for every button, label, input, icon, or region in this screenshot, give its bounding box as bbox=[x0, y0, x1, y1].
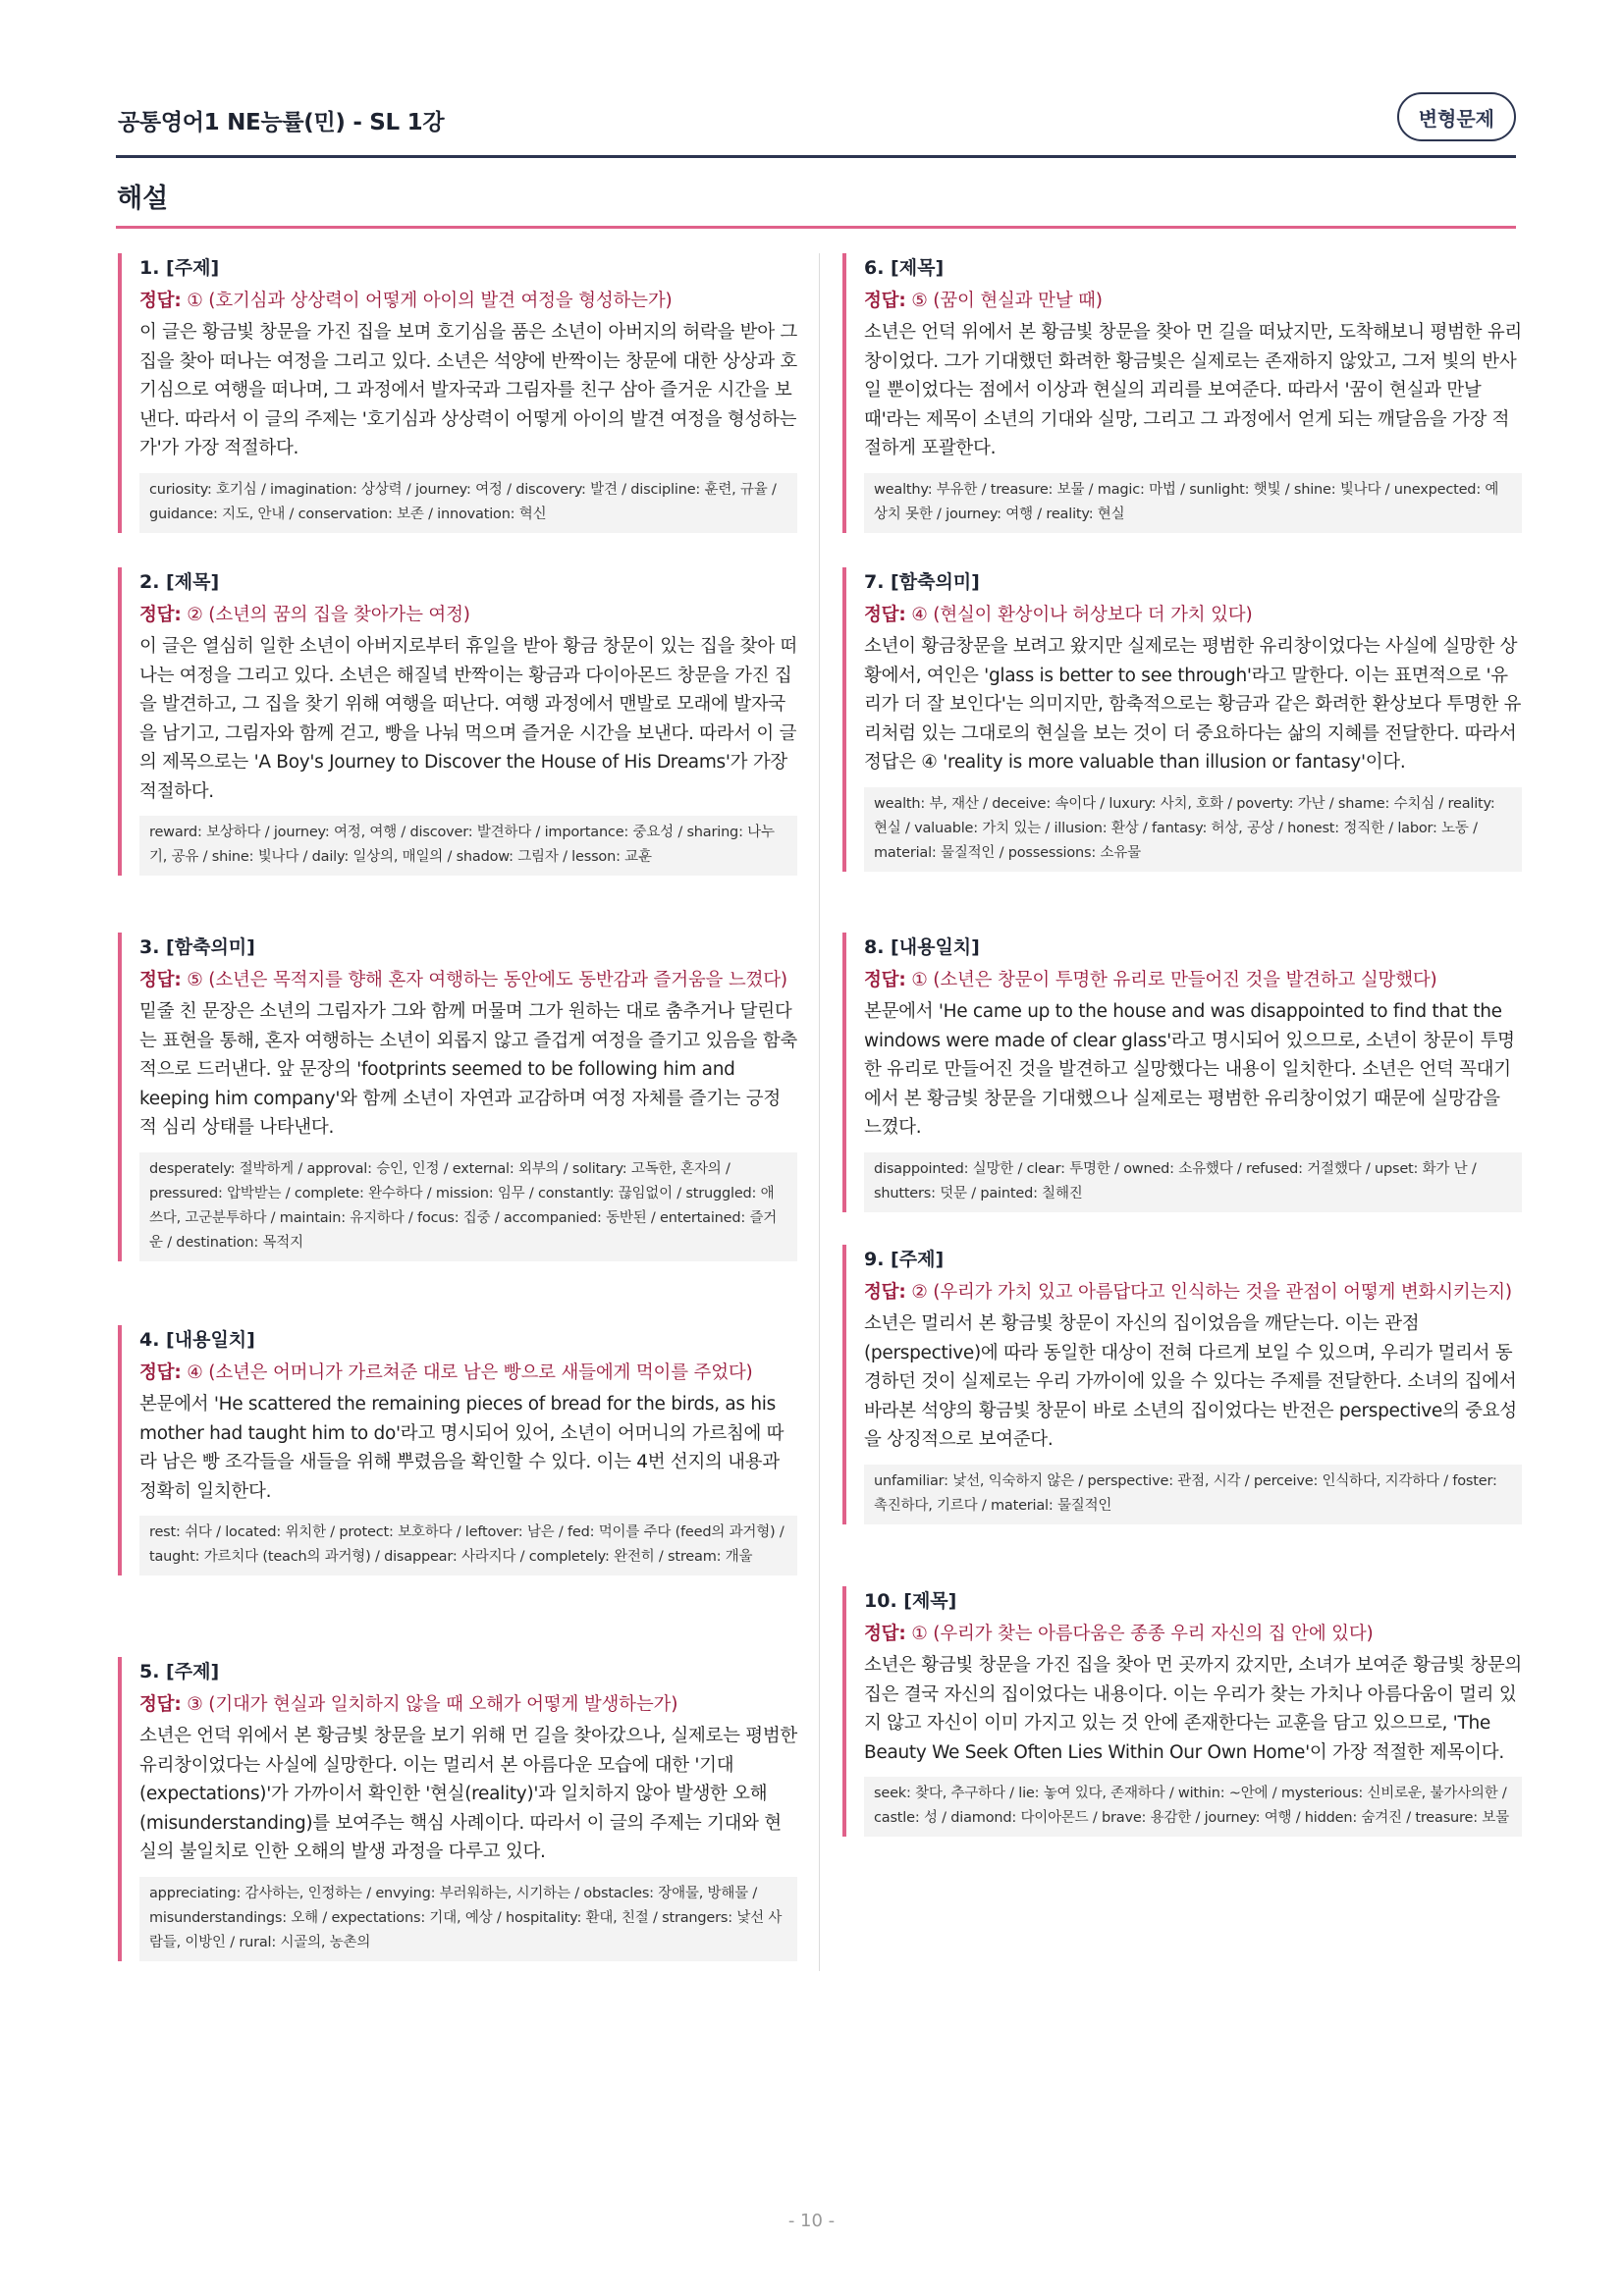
question-heading: 2. [제목] bbox=[139, 571, 220, 593]
vocabulary-box: desperately: 절박하게 / approval: 승인, 인정 / external: 외부의 / solitary: 고독한, 혼자의 / pressured: 압박받는 / complete: 완수하다 / mission: 임무 / constantly: 끊임없이 / struggled: 애쓰다, 고군분투하다 / maintain: 유지하다 / focus: 집중 / accompanied: 동반된 / entertained: 즐거운 / destination: 목적지 bbox=[139, 1152, 797, 1261]
question-explanation-6 bbox=[842, 253, 1522, 533]
answer-label: 정답: bbox=[864, 970, 906, 990]
question-heading: 7. [함축의미] bbox=[864, 571, 980, 593]
answer-line bbox=[139, 1358, 797, 1388]
question-explanation-2 bbox=[118, 567, 797, 876]
question-explanation-1 bbox=[118, 253, 797, 533]
header-divider bbox=[116, 155, 1516, 158]
question-explanation-4 bbox=[118, 1325, 797, 1575]
vocabulary-box: unfamiliar: 낯선, 익숙하지 않은 / perspective: 관점, 시각 / perceive: 인식하다, 지각하다 / foster: 촉진하다, 기르다 / material: 물질적인 bbox=[864, 1465, 1522, 1524]
answer-label: 정답: bbox=[864, 1624, 906, 1644]
section-divider bbox=[116, 226, 1516, 229]
explanation-text: 소년은 황금빛 창문을 가진 집을 찾아 먼 곳까지 갔지만, 소녀가 보여준 황금빛 창문의 집은 결국 자신의 집이었다는 내용이다. 이는 우리가 찾는 가치나 아름다움이 멀리 있지 않고 자신이 이미 가지고 있는 것 안에 존재한다는 교훈을 담고 있으므로, 'The Beauty We Seek Often Lies Within Our Own Home'이 가장 적절한 제목이다. bbox=[864, 1655, 1522, 1763]
question-heading: 4. [내용일치] bbox=[139, 1329, 255, 1351]
vocabulary-box: seek: 찾다, 추구하다 / lie: 놓여 있다, 존재하다 / within: ~안에 / mysterious: 신비로운, 불가사의한 / castle: 성 / diamond: 다이아몬드 / brave: 용감한 / journey: 여행 / hidden: 숨겨진 / treasure: 보물 bbox=[864, 1777, 1522, 1837]
vocabulary-box: curiosity: 호기심 / imagination: 상상력 / journey: 여정 / discovery: 발견 / discipline: 훈련, 규율 / guidance: 지도, 안내 / conservation: 보존 / innovation: 혁신 bbox=[139, 473, 797, 533]
section-title: 해설 bbox=[117, 184, 169, 214]
question-explanation-5 bbox=[118, 1657, 797, 1961]
page-header bbox=[116, 92, 1516, 143]
explanation-text: 소년은 언덕 위에서 본 황금빛 창문을 보기 위해 먼 길을 찾아갔으나, 실제로는 평범한 유리창이었다는 사실에 실망한다. 이는 멀리서 본 아름다운 모습에 대한 '기대(expectations)'가 가까이서 확인한 '현실(reality)'과 일치하지 않아 발생한 오해(misunderstanding)를 보여주는 핵심 사례이다. 따라서 이 글의 주제는 기대와 현실의 불일치로 인한 오해의 발생 과정을 다루고 있다. bbox=[139, 1726, 797, 1862]
answer-line bbox=[864, 965, 1522, 995]
vocabulary-box: rest: 쉬다 / located: 위치한 / protect: 보호하다 / leftover: 남은 / fed: 먹이를 주다 (feed의 과거형) / taught: 가르치다 (teach의 과거형) / disappear: 사라지다 / completely: 완전히 / stream: 개울 bbox=[139, 1516, 797, 1575]
answer-line bbox=[864, 286, 1522, 316]
explanation-text: 본문에서 'He scattered the remaining pieces of bread for the birds, as his mother had taught him to do'라고 명시되어 있어, 소년이 어머니의 가르침에 따라 남은 빵 조각들을 새들을 위해 뿌렸음을 확인할 수 있다. 이는 4번 선지의 내용과 정확히 일치한다. bbox=[139, 1394, 784, 1502]
column-divider bbox=[819, 253, 820, 1971]
answer-line bbox=[139, 286, 797, 316]
explanation-text: 이 글은 황금빛 창문을 가진 집을 보며 호기심을 품은 소년이 아버지의 허락을 받아 그 집을 찾아 떠나는 여정을 그리고 있다. 소년은 석양에 반짝이는 창문에 대한 상상과 호기심으로 여행을 떠나며, 그 과정에서 발자국과 그림자를 친구 삼아 즐거운 시간을 보낸다. 따라서 이 글의 주제는 '호기심과 상상력이 어떻게 아이의 발견 여정을 형성하는가'가 가장 적절하다. bbox=[139, 322, 797, 458]
explanation-text: 소년은 멀리서 본 황금빛 창문이 자신의 집이었음을 깨닫는다. 이는 관점(perspective)에 따라 동일한 대상이 전혀 다르게 보일 수 있으며, 우리가 멀리서 동경하던 것이 실제로는 우리 가까이에 있을 수 있다는 주제를 전달한다. 소녀의 집에서 바라본 석양의 황금빛 창문이 바로 소년의 집이었다는 반전은 perspective의 중요성을 상징적으로 보여준다. bbox=[864, 1313, 1517, 1450]
vocabulary-box: reward: 보상하다 / journey: 여정, 여행 / discover: 발견하다 / importance: 중요성 / sharing: 나누기, 공유 / shine: 빛나다 / daily: 일상의, 매일의 / shadow: 그림자 / lesson: 교훈 bbox=[139, 816, 797, 876]
explanation-text: 소년이 황금창문을 보려고 왔지만 실제로는 평범한 유리창이었다는 사실에 실망한 상황에서, 여인은 'glass is better to see through'라고 말한다. 이는 표면적으로 '유리가 더 잘 보인다'는 의미지만, 함축적으로는 황금과 같은 화려한 환상보다 투명한 유리처럼 있는 그대로의 현실을 보는 것이 더 중요하다는 삶의 지혜를 전달한다. 따라서 정답은 ④ 'reality is more valuable than illusion or fantasy'이다. bbox=[864, 636, 1522, 773]
answer-text: ③ (기대가 현실과 일치하지 않을 때 오해가 어떻게 발생하는가) bbox=[187, 1694, 678, 1715]
question-heading: 5. [주제] bbox=[139, 1661, 220, 1682]
question-heading: 10. [제목] bbox=[864, 1590, 957, 1612]
document-title: 공통영어1 NE능률(민) - SL 1강 bbox=[118, 110, 445, 135]
answer-line bbox=[864, 600, 1522, 630]
answer-text: ② (소년의 꿈의 집을 찾아가는 여정) bbox=[187, 605, 470, 625]
answer-line bbox=[864, 1277, 1522, 1308]
question-explanation-7 bbox=[842, 567, 1522, 872]
answer-label: 정답: bbox=[864, 605, 906, 625]
answer-text: ④ (현실이 환상이나 허상보다 더 가치 있다) bbox=[911, 605, 1253, 625]
explanation-text: 이 글은 열심히 일한 소년이 아버지로부터 휴일을 받아 황금 창문이 있는 집을 찾아 떠나는 여정을 그리고 있다. 소년은 해질녘 반짝이는 황금과 다이아몬드 창문을 가진 집을 발견하고, 그 집을 찾기 위해 여행을 떠난다. 여행 과정에서 맨발로 모래에 발자국을 남기고, 그림자와 함께 걷고, 빵을 나눠 먹으며 즐거운 시간을 보낸다. 따라서 이 글의 제목으로는 'A Boy's Journey to Discover the House of His Dreams'가 가장 적절하다. bbox=[139, 636, 797, 802]
answer-text: ② (우리가 가치 있고 아름답다고 인식하는 것을 관점이 어떻게 변화시키는지) bbox=[911, 1282, 1512, 1303]
explanation-text: 밑줄 친 문장은 소년의 그림자가 그와 함께 머물며 그가 원하는 대로 춤추거나 달린다는 표현을 통해, 혼자 여행하는 소년이 외롭지 않고 즐겁게 여정을 즐기고 있음을 함축적으로 드러낸다. 앞 문장의 'footprints seemed to be following him and keeping him company'와 함께 소년이 자연과 교감하며 여정 자체를 즐기는 긍정적 심리 상태를 나타낸다. bbox=[139, 1001, 797, 1138]
answer-label: 정답: bbox=[139, 291, 182, 311]
answer-text: ⑤ (꿈이 현실과 만날 때) bbox=[911, 291, 1103, 311]
question-explanation-3 bbox=[118, 933, 797, 1261]
question-explanation-8 bbox=[842, 933, 1522, 1212]
answer-line bbox=[864, 1619, 1522, 1649]
answer-label: 정답: bbox=[864, 1282, 906, 1303]
answer-text: ① (호기심과 상상력이 어떻게 아이의 발견 여정을 형성하는가) bbox=[187, 291, 673, 311]
question-heading: 3. [함축의미] bbox=[139, 936, 255, 958]
answer-line bbox=[139, 1689, 797, 1720]
explanation-text: 소년은 언덕 위에서 본 황금빛 창문을 찾아 먼 길을 떠났지만, 도착해보니 평범한 유리창이었다. 그가 기대했던 화려한 황금빛은 실제로는 존재하지 않았고, 그저 빛의 반사일 뿐이었다는 점에서 이상과 현실의 괴리를 보여준다. 따라서 '꿈이 현실과 만날 때'라는 제목이 소년의 기대와 실망, 그리고 그 과정에서 얻게 되는 깨달음을 가장 적절하게 포괄한다. bbox=[864, 322, 1522, 458]
question-heading: 6. [제목] bbox=[864, 257, 945, 279]
vocabulary-box: wealthy: 부유한 / treasure: 보물 / magic: 마법 / sunlight: 햇빛 / shine: 빛나다 / unexpected: 예상치 못한 / journey: 여행 / reality: 현실 bbox=[864, 473, 1522, 533]
answer-label: 정답: bbox=[139, 1694, 182, 1715]
question-heading: 1. [주제] bbox=[139, 257, 220, 279]
answer-text: ④ (소년은 어머니가 가르쳐준 대로 남은 빵으로 새들에게 먹이를 주었다) bbox=[187, 1362, 753, 1383]
vocabulary-box: wealth: 부, 재산 / deceive: 속이다 / luxury: 사치, 호화 / poverty: 가난 / shame: 수치심 / reality: 현실 / valuable: 가치 있는 / illusion: 환상 / fantasy: 허상, 공상 / honest: 정직한 / labor: 노동 / material: 물질적인 / possessions: 소유물 bbox=[864, 787, 1522, 872]
vocabulary-box: appreciating: 감사하는, 인정하는 / envying: 부러워하는, 시기하는 / obstacles: 장애물, 방해물 / misunderstandings: 오해 / expectations: 기대, 예상 / hospitality: 환대, 친절 / strangers: 낯선 사람들, 이방인 / rural: 시골의, 농촌의 bbox=[139, 1877, 797, 1961]
answer-label: 정답: bbox=[139, 970, 182, 990]
answer-text: ① (우리가 찾는 아름다움은 종종 우리 자신의 집 안에 있다) bbox=[911, 1624, 1374, 1644]
answer-label: 정답: bbox=[139, 1362, 182, 1383]
answer-label: 정답: bbox=[139, 605, 182, 625]
vocabulary-box: disappointed: 실망한 / clear: 투명한 / owned: 소유했다 / refused: 거절했다 / upset: 화가 난 / shutters: 덧문 / painted: 칠해진 bbox=[864, 1152, 1522, 1212]
explanation-text: 본문에서 'He came up to the house and was disappointed to find that the windows were made of clear glass'라고 명시되어 있으므로, 소년이 창문이 투명한 유리로 만들어진 것을 발견하고 실망했다는 내용이 일치한다. 소년은 언덕 꼭대기에서 본 황금빛 창문을 기대했으나 실제로는 평범한 유리창이었기 때문에 실망감을 느꼈다. bbox=[864, 1001, 1515, 1138]
question-explanation-9 bbox=[842, 1245, 1522, 1524]
answer-text: ① (소년은 창문이 투명한 유리로 만들어진 것을 발견하고 실망했다) bbox=[911, 970, 1437, 990]
question-heading: 8. [내용일치] bbox=[864, 936, 980, 958]
variant-badge: 변형문제 bbox=[1397, 92, 1516, 141]
question-explanation-10 bbox=[842, 1586, 1522, 1837]
page-number: - 10 - bbox=[787, 2211, 836, 2231]
answer-text: ⑤ (소년은 목적지를 향해 혼자 여행하는 동안에도 동반감과 즐거움을 느꼈다) bbox=[187, 970, 787, 990]
answer-line bbox=[139, 965, 797, 995]
answer-line bbox=[139, 600, 797, 630]
question-heading: 9. [주제] bbox=[864, 1249, 945, 1270]
answer-label: 정답: bbox=[864, 291, 906, 311]
